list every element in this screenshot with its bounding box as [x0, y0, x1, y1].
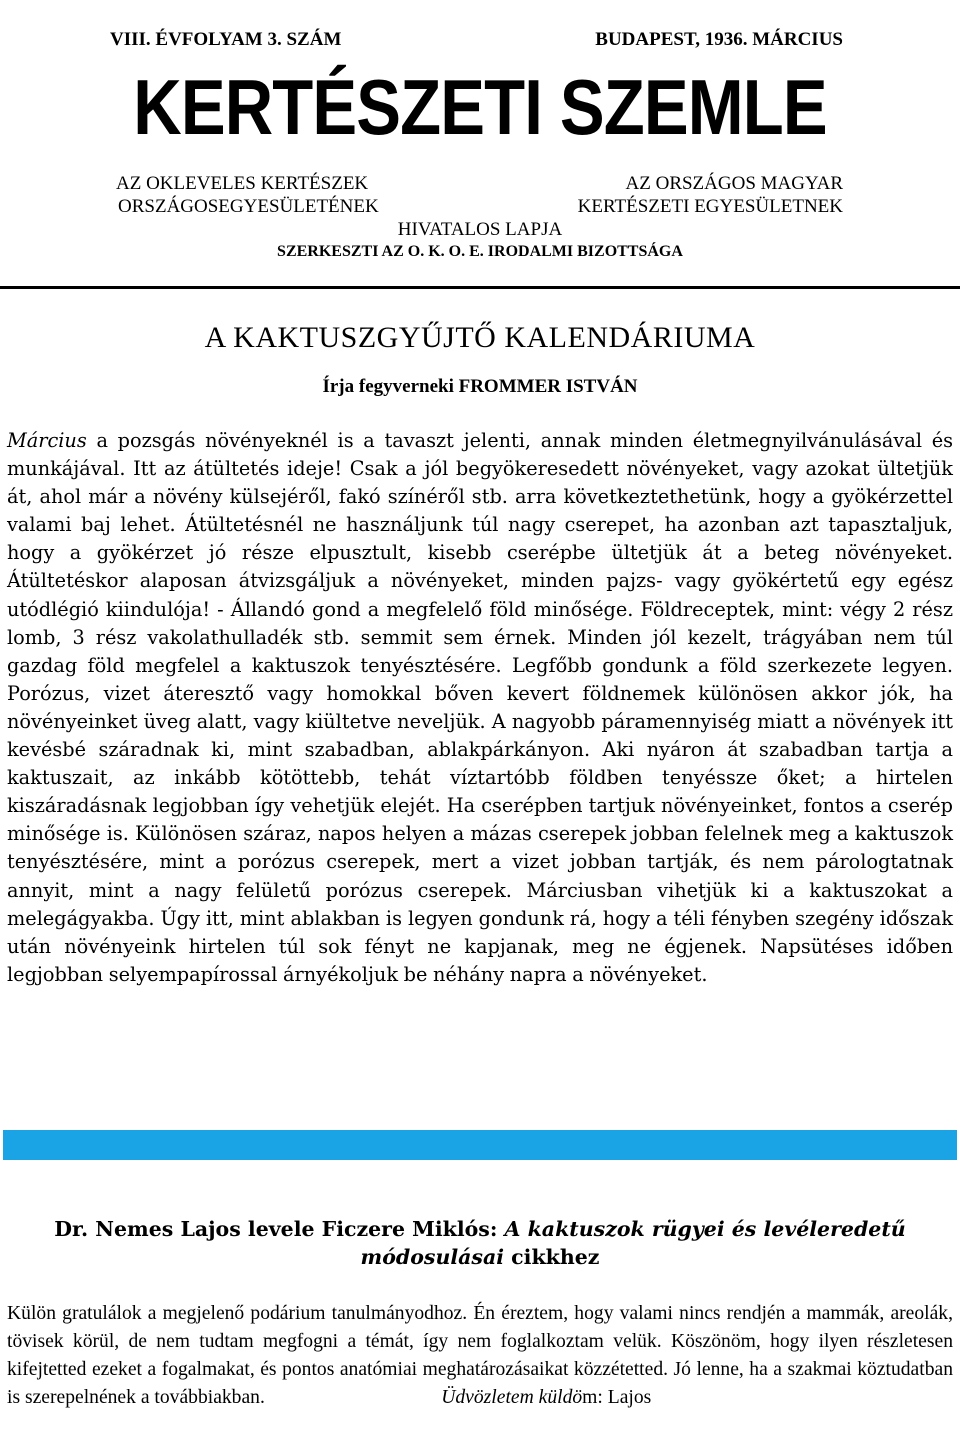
letter-title: [0, 1215, 960, 1271]
letter-title-suffix: cikkhez: [504, 1245, 600, 1269]
place-date: BUDAPEST, 1936. MÁRCIUS: [595, 29, 843, 50]
letter-title-prefix: Dr. Nemes Lajos levele Ficzere Miklós:: [54, 1217, 505, 1241]
article-byline: Írja fegyverneki FROMMER ISTVÁN: [322, 376, 638, 397]
lead-word: Március: [7, 429, 87, 452]
publisher-left-line1: AZ OKLEVELES KERTÉSZEK: [116, 173, 369, 194]
signature-greeting: Üdvözletem küldö: [441, 1387, 583, 1408]
signature-name: m: Lajos: [582, 1387, 652, 1408]
letter-body: [7, 1300, 953, 1412]
masthead-divider: [0, 286, 960, 289]
article-body-text: a pozsgás növényeknél is a tavaszt jelenti, annak minden életmegnyilvánulásával és munkájával. Itt az átültetés ideje! Csak a jól begyökeresedett növényeket, vagy azokat ültetjük át, ahol már a növény külsejéről, fakó színéről stb. arra következtethetünk, hogy a gyökérzettel valami baj lehet. Átültetésnél ne használjunk túl nagy cserepet, ha azonban azt tapasztaljuk, hogy a gyökérzet jó része elpusztult, kisebb cserépbe ültetjük át a beteg növényeket. Átültetéskor alaposan átvizsgáljuk a növényeket, minden pajzs- vagy gyökértetű egy egész utódlégió kiindulója! - Állandó gond a megfelelő föld minősége. Földreceptek, mint: végy 2 rész lomb, 3 rész vakolathulladék stb. semmit sem érnek. Minden jól kezelt, trágyában nem túl gazdag föld megfelel a kaktuszok tenyésztésére. Legfőbb gondunk a föld szerkezete legyen. Porózus, vizet áteresztő vagy homokkal bőven kevert földnemek különösen akkor jók, ha növényeinket üveg alatt, vagy kiültetve neveljük. A nagyobb páramennyiség miatt a növények itt kevésbé száradnak ki, mint szabadban, ablakpárkányon. Aki nyáron át szabadban tartja a kaktuszait, az inkább kötöttebb, tehát víztartóbb földben tenyéssze őket; a hirtelen kiszáradásnak legjobban így vehetjük elejét. Ha cserépben tartjuk növényeinket, fontos a cserép minősége is. Különösen száraz, napos helyen a mázas cserepek jobban felelnek meg a kaktuszok tenyésztésére, mint a porózus cserepek, mert a vizet jobban tartják, és nem párologtatnak annyit, mint a nagy felületű porózus cserepek. Márciusban vihetjük ki a kaktuszokat a melegágyakba. Úgy itt, mint ablakban is legyen gondunk rá, hogy a téli fényben szegény időszak után növényeink hirtelen túl sok fényt ne kapjanak, meg ne égjenek. Napsütéses időben legjobban selyempapírossal árnyékoljuk be néhány napra a növényeket.: [7, 429, 953, 986]
publisher-left-line2: ORSZÁGOSEGYESÜLETÉNEK: [118, 196, 379, 217]
article-title: A KAKTUSZGYŰJTŐ KALENDÁRIUMA: [204, 321, 756, 354]
section-divider-band: [3, 1130, 957, 1160]
signature-gap: [265, 1387, 441, 1408]
article-body: [7, 427, 953, 989]
letter-title-article: A kaktuszok rügyei és levéleredetű módosulásai: [360, 1217, 906, 1269]
letter-body-text: Külön gratulálok a megjelenő podárium tanulmányodhoz. Én éreztem, hogy valami nincs rendjén a mammák, areolák, tövisek körül, de nem tudtam megfogni a témát, így nem foglalkoztam velük. Köszönöm, hogy ilyen részletesen kifejtetted ezeket a fogalmakat, és pontos anatómiai meghatározásaikat közzétetted. Jó lenne, ha a szakmai köztudatban is szerepelnének a továbbiakban.: [7, 1303, 953, 1408]
publisher-right-line1: AZ ORSZÁGOS MAGYAR: [625, 173, 843, 194]
publisher-right-line2: KERTÉSZETI EGYESÜLETNEK: [577, 196, 843, 217]
official-journal-label: HIVATALOS LAPJA: [397, 219, 563, 240]
issue-number: VIII. ÉVFOLYAM 3. SZÁM: [110, 29, 342, 50]
editor-line: SZERKESZTI AZ O. K. O. E. IRODALMI BIZOTTSÁGA: [277, 243, 683, 260]
journal-title: KERTÉSZETI SZEMLE: [133, 63, 827, 151]
